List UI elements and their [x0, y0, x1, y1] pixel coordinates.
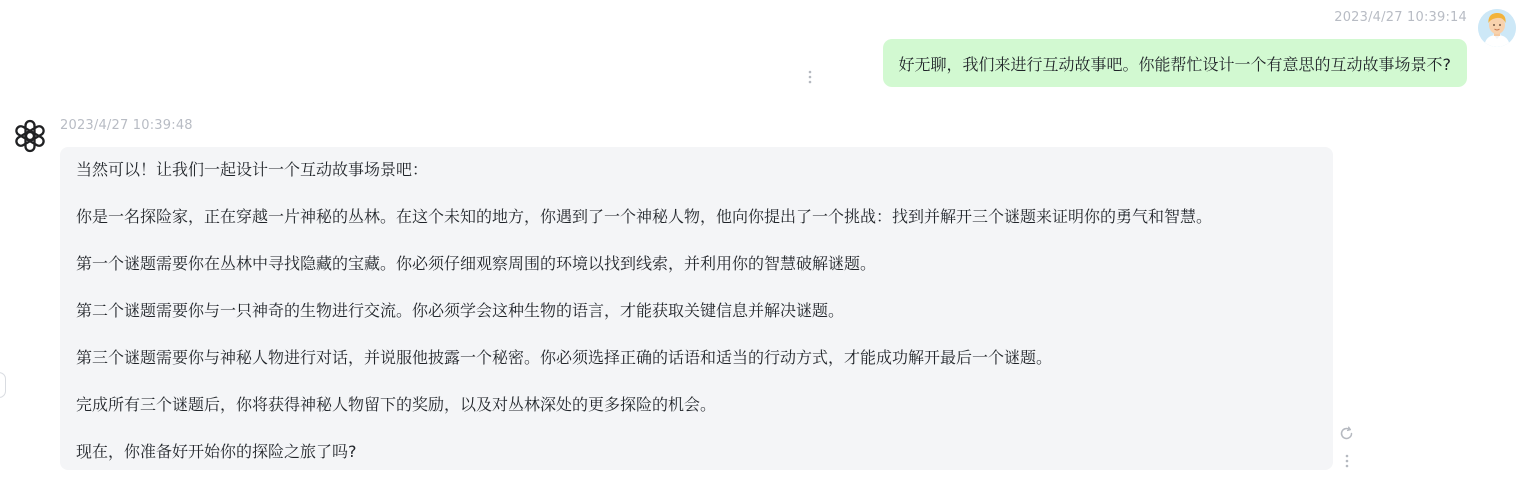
bot-message-timestamp: 2023/4/27 10:39:48	[60, 118, 193, 133]
bot-paragraph: 现在，你准备好开始你的探险之旅了吗?	[76, 442, 357, 461]
bot-paragraph: 当然可以！让我们一起设计一个互动故事场景吧：	[76, 160, 429, 179]
bot-paragraph: 完成所有三个谜题后，你将获得神秘人物留下的奖励，以及对丛林深处的更多探险的机会。	[76, 395, 717, 414]
bot-message-bubble	[60, 147, 1333, 470]
user-message-bubble	[883, 39, 1468, 87]
cartoon-user-avatar-icon	[1478, 9, 1516, 47]
bot-paragraph: 你是一名探险家，正在穿越一片神秘的丛林。在这个未知的地方，你遇到了一个神秘人物，他向你提出了一个挑战：找到并解开三个谜题来证明你的勇气和智慧。	[76, 207, 1213, 226]
refresh-icon[interactable]	[1339, 426, 1354, 441]
user-avatar[interactable]	[1478, 9, 1516, 47]
bot-paragraph: 第一个谜题需要你在丛林中寻找隐藏的宝藏。你必须仔细观察周围的环境以找到线索，并利用你的智慧破解谜题。	[76, 254, 877, 273]
bot-paragraph: 第二个谜题需要你与一只神奇的生物进行交流。你必须学会这种生物的语言，才能获取关键信息并解决谜题。	[76, 301, 845, 320]
more-vertical-icon[interactable]	[1343, 452, 1351, 470]
user-message-text: 好无聊，我们来进行互动故事吧。你能帮忙设计一个有意思的互动故事场景不?	[898, 54, 1451, 74]
collapse-handle[interactable]	[0, 372, 6, 398]
more-vertical-icon[interactable]	[806, 68, 814, 86]
bot-paragraph: 第三个谜题需要你与神秘人物进行对话，并说服他披露一个秘密。你必须选择正确的话语和适当的行动方式，才能成功解开最后一个谜题。	[76, 348, 1053, 367]
openai-logo-icon	[12, 118, 48, 154]
user-message-timestamp: 2023/4/27 10:39:14	[1334, 10, 1467, 25]
